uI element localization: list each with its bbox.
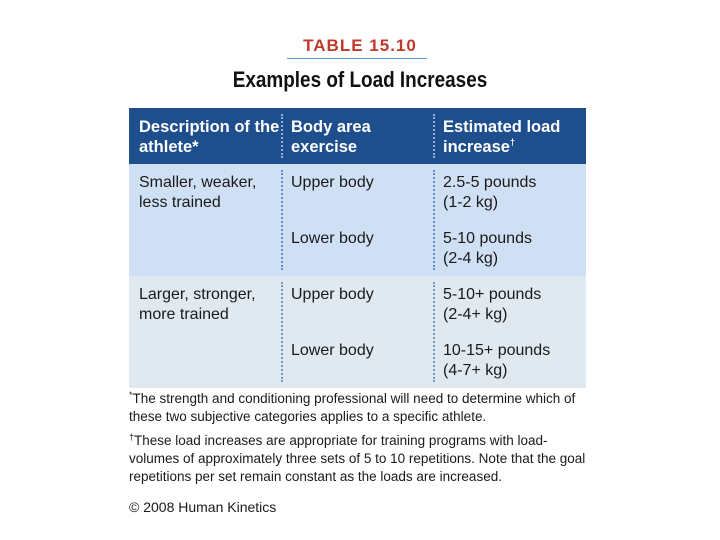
- table-header-row: [129, 108, 586, 164]
- load-column: [433, 276, 586, 388]
- athlete-description: Larger, stronger, more trained: [139, 286, 256, 323]
- load-pounds: 5-10 pounds: [443, 230, 532, 247]
- athlete-group-row: [129, 276, 586, 388]
- footnote-text: The strength and conditioning professional will need to determine which of these two subjective categories applies to a specific athlete.: [129, 391, 576, 424]
- header-description: Description of the athlete*: [139, 118, 280, 156]
- athlete-description: Smaller, weaker, less trained: [139, 174, 257, 211]
- load-increase-table: [129, 108, 586, 388]
- column-divider: [281, 114, 283, 158]
- table-title: Examples of Load Increases: [232, 67, 488, 92]
- load-column: [433, 164, 586, 276]
- load-pounds: 5-10+ pounds: [443, 286, 542, 303]
- column-divider: [281, 282, 283, 382]
- header-estimated-load-text: Estimated load increase: [443, 118, 561, 156]
- footnote-asterisk: *: [129, 390, 133, 400]
- load-cell: [433, 276, 586, 332]
- body-area-cell: Lower body: [291, 230, 374, 247]
- body-area-column: [281, 164, 433, 276]
- footnote-dagger: †: [129, 432, 135, 442]
- load-kilograms: (4-7+ kg): [443, 362, 508, 379]
- body-area-cell: Lower body: [291, 342, 374, 359]
- table-footnotes: [129, 390, 586, 492]
- copyright-notice: © 2008 Human Kinetics: [129, 499, 277, 515]
- athlete-group-row: [129, 164, 586, 276]
- table-number-label: TABLE 15.10: [303, 36, 417, 55]
- body-area-cell: Upper body: [291, 286, 374, 303]
- body-area-cell: Upper body: [291, 174, 374, 191]
- load-cell: [433, 164, 586, 220]
- column-divider: [433, 114, 435, 158]
- header-dagger-mark: †: [509, 137, 515, 147]
- column-divider: [433, 170, 435, 270]
- load-cell: [433, 332, 586, 388]
- load-kilograms: (1-2 kg): [443, 194, 499, 211]
- label-underline: [287, 58, 427, 59]
- load-kilograms: (2-4+ kg): [443, 306, 508, 323]
- body-area-column: [281, 276, 433, 388]
- load-cell: [433, 220, 586, 276]
- column-divider: [433, 282, 435, 382]
- header-estimated-load: [433, 108, 586, 164]
- column-divider: [281, 170, 283, 270]
- footnote-load: [129, 432, 586, 486]
- footnote-text: These load increases are appropriate for training programs with load-volumes of approximately three sets of 5 to 10 repetitions. Note that the goal repetitions per set remain constant as the loads are increased.: [129, 433, 586, 484]
- load-kilograms: (2-4 kg): [443, 250, 499, 267]
- load-pounds: 2.5-5 pounds: [443, 174, 537, 191]
- footnote-athlete: [129, 390, 586, 426]
- header-body-area: Body area exercise: [291, 118, 371, 156]
- load-pounds: 10-15+ pounds: [443, 342, 551, 359]
